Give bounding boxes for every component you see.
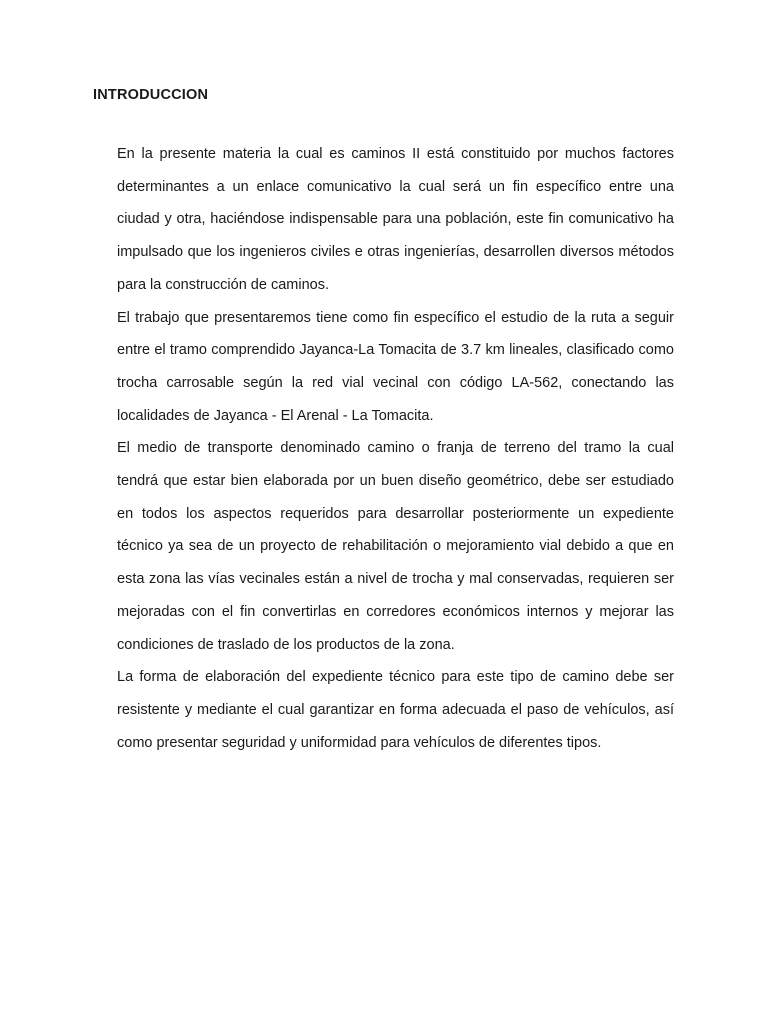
paragraph: La forma de elaboración del expediente técnico para este tipo de camino debe ser resistente y mediante el cual garantizar en forma adecuada el paso de vehículos, así como presentar seguridad y uniformidad para vehículos de diferentes tipos. bbox=[117, 669, 674, 751]
document-body bbox=[117, 138, 674, 759]
paragraph: El trabajo que presentaremos tiene como fin específico el estudio de la ruta a seguir entre el tramo comprendido Jayanca-La Tomacita de 3.7 km lineales, clasificado como trocha carrosable según la red vial vecinal con código LA-562, conectando las localidades de Jayanca - El Arenal - La Tomacita. bbox=[117, 309, 674, 424]
section-heading: INTRODUCCION bbox=[93, 87, 209, 103]
paragraph: El medio de transporte denominado camino o franja de terreno del tramo la cual tendrá que estar bien elaborada por un buen diseño geométrico, debe ser estudiado en todos los aspectos requeridos para desarrollar posteriormente un expediente técnico ya sea de un proyecto de rehabilitación o mejoramiento vial debido a que en esta zona las vías vecinales están a nivel de trocha y mal conservadas, requieren ser mejoradas con el fin convertirlas en corredores económicos internos y mejorar las condiciones de traslado de los productos de la zona. bbox=[117, 440, 674, 653]
paragraph: En la presente materia la cual es caminos II está constituido por muchos factores determinantes a un enlace comunicativo la cual será un fin específico entre una ciudad y otra, haciéndose indispensable para una población, este fin comunicativo ha impulsado que los ingenieros civiles e otras ingenierías, desarrollen diversos métodos para la construcción de caminos. bbox=[117, 146, 674, 293]
